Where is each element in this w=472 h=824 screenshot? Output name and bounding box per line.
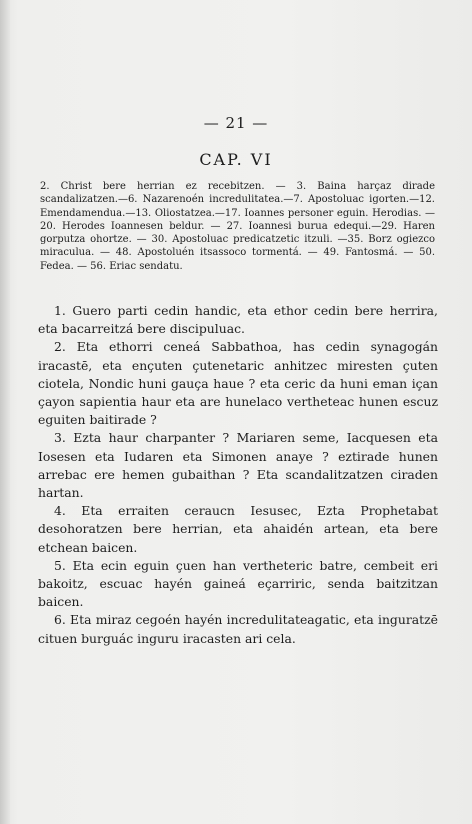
- verse-5: 5. Eta ecin eguin çuen han vertheteric batre, cembeit eri bakoitz, escuac hayén gaineá eçarriric, senda baitzitzan baicen.: [38, 557, 438, 610]
- page-number: — 21 —: [203, 114, 269, 132]
- verses-body: [38, 302, 438, 648]
- verse-2: 2. Eta ethorri ceneá Sabbathoa, has cedin synagogán iracastē, eta ençuten çutenetaric anhitzec miresten çuten ciotela, Nondic huni gauça haue ? eta ceric da huni eman içan çayon sapientia haur eta are hunelaco vertheteac hunen escuz eguiten baitirade ?: [38, 339, 438, 428]
- chapter-summary: 2. Christ bere herrian ez recebitzen. — 3. Baina harçaz dirade scandalizatzen.—6. Nazarenoén incredulitatea.—7. Apostoluac igorten.—12. Emendamendua.—13. Oliostatzea.—17. Ioannes personer eguin. Herodias. — 20. Herodes Ioannesen beldur. — 27. Ioannesi burua edequi.—29. Haren gorputza ohortze. — 30. Apostoluac predicatzetic itzuli. —35. Borz ogiezco miraculua. — 48. Apostoluén itsassoco tormentá. — 49. Fantosmá. — 50. Fedea. — 56. Eriac sendatu.: [40, 181, 435, 272]
- verse-3: 3. Ezta haur charpanter ? Mariaren seme, Iacquesen eta Iosesen eta Iudaren eta Simonen anaye ? eztirade hunen arrebac ere hemen gubaithan ? Eta scandalitzatzen ciraden hartan.: [38, 430, 438, 501]
- verse-1: 1. Guero parti cedin handic, eta ethor cedin bere herrira, eta bacarreitzá bere discipuluac.: [38, 303, 438, 337]
- verse-6: 6. Eta miraz cegoén hayén incredulitateagatic, eta inguratzē cituen burguác inguru iracasten ari cela.: [38, 612, 438, 646]
- chapter-title: CAP. VI: [199, 150, 273, 169]
- verse-4: 4. Eta erraiten ceraucn Iesusec, Ezta Prophetabat desohoratzen bere herrian, eta ahaidén artean, eta bere etchean baicen.: [38, 503, 438, 555]
